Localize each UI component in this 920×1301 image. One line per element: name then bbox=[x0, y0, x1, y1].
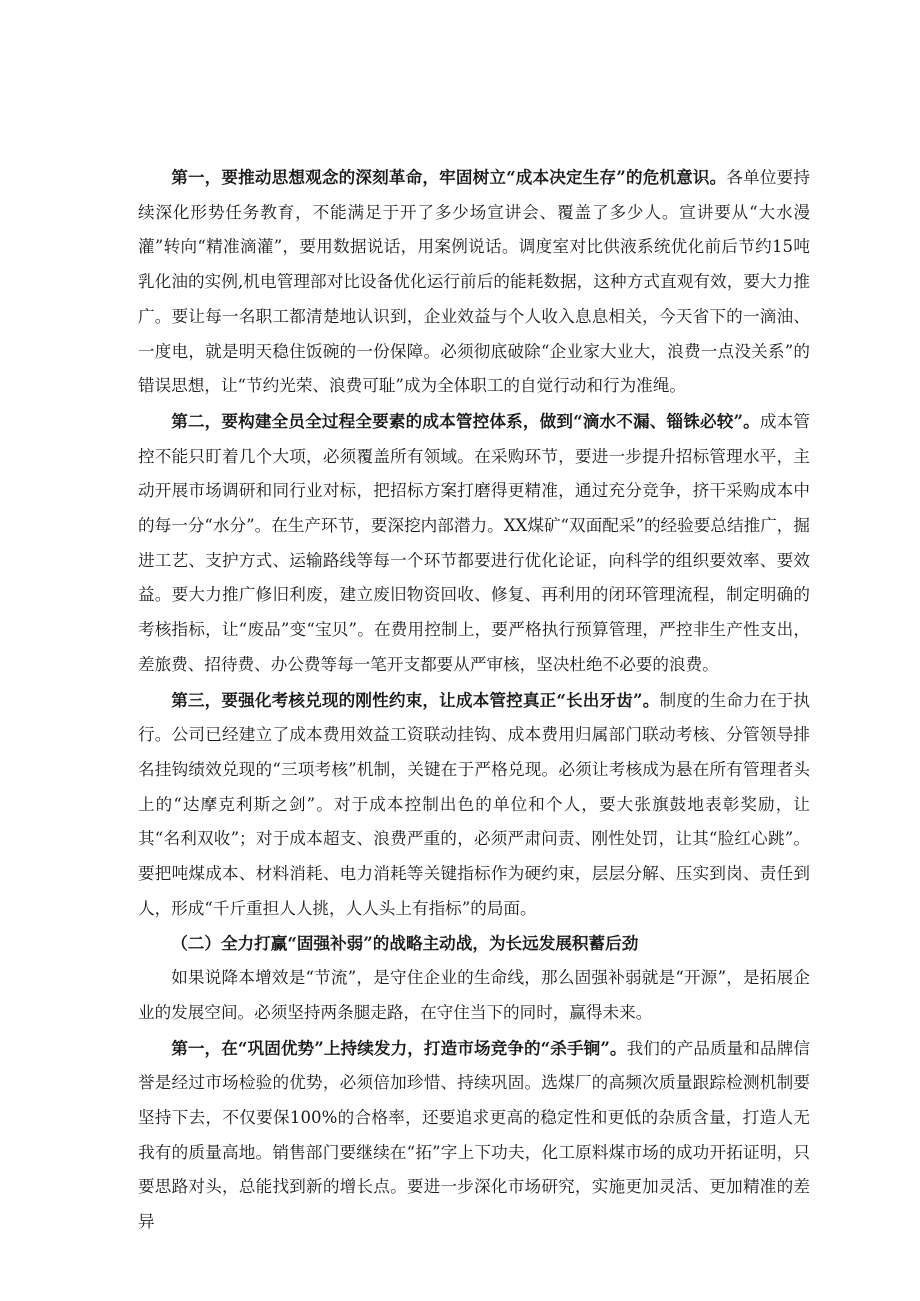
paragraph-2-body: 成本管控不能只盯着几个大项，必须覆盖所有领域。在采购环节，要进一步提升招标管理水平，主动开展市场调研和同行业对标，把招标方案打磨得更精准，通过充分竞争，挤干采购成本中的每一分“水分”。在生产环节，要深挖内部潜力。XX煤矿“双面配采”的经验要总结推广，掘进工艺、支护方式、运输路线等每一个环节都要进行优化论证，向科学的组织要效率、要效益。要大力推广修旧利废，建立废旧物资回收、修复、再利用的闭环管理流程，制定明确的考核指标，让“废品”变“宝贝”。在费用控制上，要严格执行预算管理，严控非生产性支出，差旅费、招待费、办公费等每一笔开支都要从严审核，坚决杜绝不必要的浪费。 bbox=[138, 411, 811, 674]
paragraph-3-body: 制度的生命力在于执行。公司已经建立了成本费用效益工资联动挂钩、成本费用归属部门联动考核、分管领导排名挂钩绩效兑现的“三项考核”机制，关键在于严格兑现。必须让考核成为悬在所有管理者头上的“达摩克利斯之剑”。对于成本控制出色的单位和个人，要大张旗鼓地表彰奖励，让其“名利双收”；对于成本超支、浪费严重的，必须严肃问责、刚性处罚，让其“脸红心跳”。要把吨煤成本、材料消耗、电力消耗等关键指标作为硬约束，层层分解、压实到岗、责任到人，形成“千斤重担人人挑，人人头上有指标”的局面。 bbox=[138, 690, 811, 918]
paragraph-1-lead: 第一，要推动思想观念的深刻革命，牢固树立“成本决定生存”的危机意识。 bbox=[171, 167, 727, 187]
paragraph-1-body: 各单位要持续深化形势任务教育，不能满足于开了多少场宣讲会、覆盖了多少人。宣讲要从“大水漫灌”转向“精准滴灌”，要用数据说话，用案例说话。调度室对比供液系统优化前后节约15吨乳化油的实例,机电管理部对比设备优化运行前后的能耗数据，这种方式直观有效，要大力推广。要让每一名职工都清楚地认识到，企业效益与个人收入息息相关，今天省下的一滴油、一度电，就是明天稳住饭碗的一份保障。必须彻底破除“企业家大业大，浪费一点没关系”的错误思想，让“节约光荣、浪费可耻”成为全体职工的自觉行动和行为准绳。 bbox=[138, 168, 810, 396]
document-body bbox=[138, 160, 810, 1240]
paragraph-3-lead: 第三，要强化考核兑现的刚性约束，让成本管控真正“长出牙齿”。 bbox=[171, 689, 660, 710]
section-heading: （二）全力打赢“固强补弱”的战略主动战，为长远发展积蓄后劲 bbox=[171, 933, 639, 954]
paragraph-2-lead: 第二，要构建全员全过程全要素的成本管控体系，做到“滴水不漏、锱铢必较”。 bbox=[171, 410, 760, 431]
paragraph-4 bbox=[138, 1031, 810, 1240]
section-intro: 如果说降本增效是“节流”，是守住企业的生命线，那么固强补弱就是“开源”，是拓展企业的发展空间。必须坚持两条腿走路，在守住当下的同时，赢得未来。 bbox=[138, 968, 810, 1022]
paragraph-1 bbox=[138, 160, 810, 404]
paragraph-4-lead: 第一，在“巩固优势”上持续发力，打造市场竞争的“杀手锏”。 bbox=[171, 1037, 627, 1058]
paragraph-3 bbox=[138, 683, 810, 927]
paragraph-2 bbox=[138, 404, 810, 683]
paragraph-4-body: 我们的产品质量和品牌信誉是经过市场检验的优势，必须倍加珍惜、持续巩固。选煤厂的高频次质量跟踪检测机制要坚持下去，不仅要保100%的合格率，还要追求更高的稳定性和更低的杂质含量，打造人无我有的质量高地。销售部门要继续在“拓”字上下功夫，化工原料煤市场的成功开拓证明，只要思路对头，总能找到新的增长点。要进一步深化市场研究，实施更加灵活、更加精准的差异 bbox=[138, 1038, 810, 1232]
